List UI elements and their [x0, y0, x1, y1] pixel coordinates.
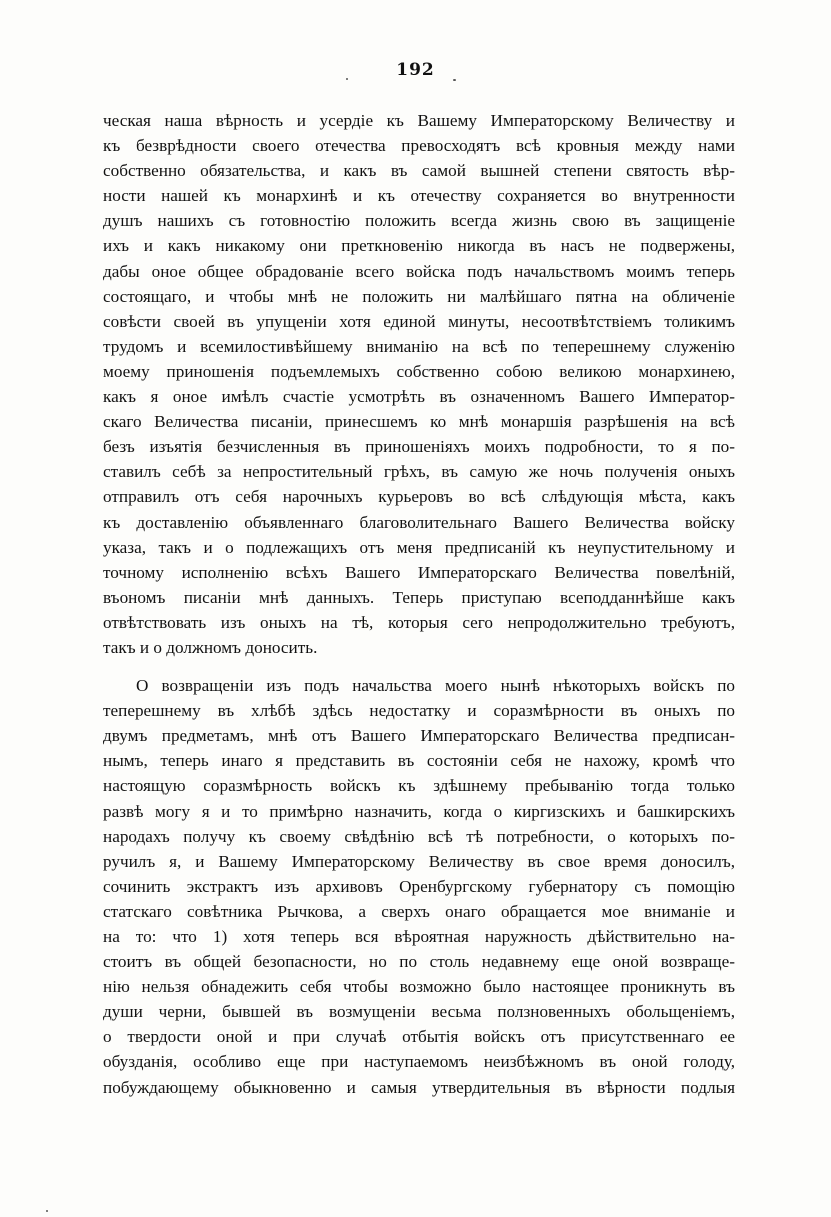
text-line: народахъ получу къ своему свѣдѣнiю всѣ тѣ потребности, о которыхъ по- [103, 826, 735, 846]
text-line: къ доставленiю объявленнаго благоволительнаго Вашего Величества войску [103, 512, 735, 532]
text-line: ставилъ себѣ за непростительный грѣхъ, въ самую же ночь полученiя оныхъ [103, 462, 735, 482]
text-line: настоящую соразмѣрность войскъ къ здѣшнему пребыванiю тогда только [103, 776, 735, 796]
paragraph-1 [103, 108, 735, 660]
text-line: нiю нельзя обнадежить себя чтобы возможно было настоящее проникнуть въ [103, 977, 735, 997]
text-line: ности нашей къ монархинѣ и къ отечеству сохраняется во внутренности [103, 186, 735, 206]
text-line: души черни, бывшей въ возмущенiи весьма ползновенныхъ обольщенiемъ, [103, 1002, 735, 1022]
text-line: душъ нашихъ съ готовностiю положить всегда жизнь свою въ защищенiе [103, 211, 735, 231]
text-line: развѣ могу я и то примѣрно назначить, когда о киргизскихъ и башкирскихъ [103, 801, 735, 821]
text-line: точному исполненiю всѣхъ Вашего Императорскаго Величества повелѣнiй, [103, 562, 735, 582]
text-line: какъ я оное имѣлъ счастiе усмотрѣть въ означенномъ Вашего Император- [103, 387, 735, 407]
text-line: статскаго совѣтника Рычкова, а сверхъ онаго обращается мое вниманiе и [103, 901, 735, 921]
text-line: обузданiя, особливо еще при наступаемомъ неизбѣжномъ въ оной голоду, [103, 1052, 735, 1072]
text-line: такъ и о должномъ доносить. [103, 637, 318, 657]
text-line: нымъ, теперь инаго я представить въ состоянiи себя не нахожу, кромѣ что [103, 751, 735, 771]
text-line: О возвращенiи изъ подъ начальства моего нынѣ нѣкоторыхъ войскъ по [136, 676, 735, 696]
text-line: совѣсти своей въ упущенiи хотя единой минуты, несоотвѣтствiемъ толикимъ [103, 311, 735, 331]
scan-speck [346, 78, 348, 80]
text-line: указа, такъ и о подлежащихъ отъ меня предписанiй къ неупустительному и [103, 537, 735, 557]
text-line: къ безврѣдности своего отечества превосходятъ всѣ кровныя между нами [103, 136, 735, 156]
paragraph-2 [103, 673, 735, 1100]
text-line: ихъ и какъ никакому они преткновенiю никогда въ насъ не подвержены, [103, 236, 735, 256]
text-line: двумъ предметамъ, мнѣ отъ Вашего Императорскаго Величества предписан- [103, 726, 735, 746]
text-line: побуждающему обыкновенно и самыя утвердительныя въ вѣрности подлыя [103, 1077, 735, 1097]
text-line: стоитъ въ общей безопасности, но по столь недавнему еще оной возвраще- [103, 952, 735, 972]
text-line: безъ изъятiя безчисленныя въ приношенiяхъ моихъ подробности, то я по- [103, 437, 735, 457]
text-line: отправилъ отъ себя нарочныхъ курьеровъ во всѣ слѣдующiя мѣста, какъ [103, 487, 735, 507]
text-line: теперешнему въ хлѣбѣ здѣсь недостатку и соразмѣрности въ оныхъ по [103, 701, 735, 721]
text-line: отвѣтствовать изъ оныхъ на тѣ, которыя сего непродолжительно требуютъ, [103, 612, 735, 632]
text-line: дабы оное общее обрадованiе всего войска подъ начальствомъ моимъ теперь [103, 261, 735, 281]
text-line: собственно обязательства, и какъ въ самой вышней степени святость вѣр- [103, 161, 735, 181]
scan-speck [453, 79, 456, 81]
body-text [103, 108, 735, 1100]
text-line: сочинить экстрактъ изъ архивовъ Оренбургскому губернатору съ помощiю [103, 876, 735, 896]
text-line: на то: что 1) хотя теперь вся вѣроятная наружность дѣйствительно на- [103, 927, 735, 946]
text-line: моему приношенiя подъемлемыхъ собственно собою великою монархинею, [103, 361, 735, 381]
scan-speck [46, 1210, 48, 1212]
page-number: 192 [396, 60, 435, 80]
text-line: въономъ писанiи мнѣ данныхъ. Теперь приступаю всеподданнѣйше какъ [103, 587, 735, 607]
text-line: ческая наша вѣрность и усердiе къ Вашему Императорскому Величеству и [103, 111, 735, 130]
text-line: состоящаго, и чтобы мнѣ не положить ни малѣйшаго пятна на обличенiе [103, 286, 735, 306]
paragraph-gap [103, 660, 735, 673]
text-line: скаго Величества писанiи, принесшемъ ко мнѣ монаршiя разрѣшенiя на всѣ [103, 412, 735, 432]
text-line: ручилъ я, и Вашему Императорскому Величеству въ свое время доносилъ, [103, 851, 735, 871]
text-line: о твердости оной и при случаѣ отбытiя войскъ отъ присутственнаго ее [103, 1027, 735, 1047]
text-line: трудомъ и всемилостивѣйшему вниманiю на всѣ по теперешнему служенiю [103, 336, 735, 356]
